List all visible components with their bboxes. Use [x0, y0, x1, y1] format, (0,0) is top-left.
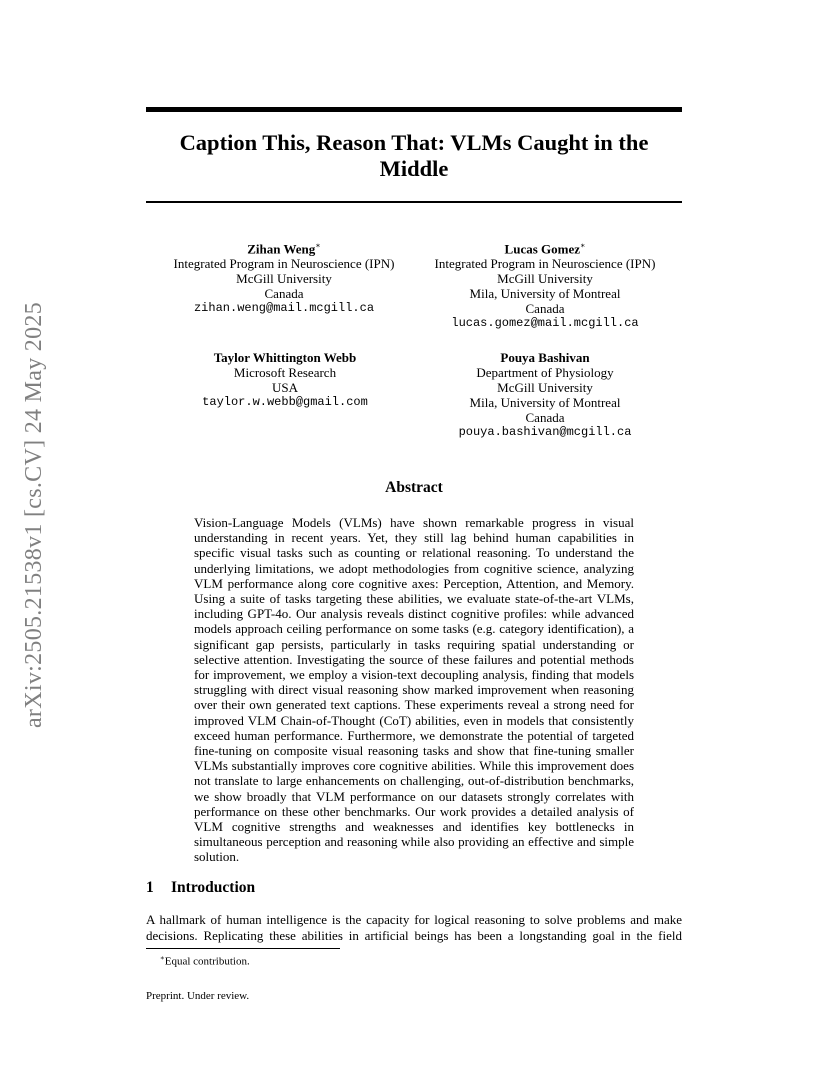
- author-email[interactable]: pouya.bashivan@mcgill.ca: [458, 425, 632, 439]
- author-affiliation: Canada: [525, 301, 565, 317]
- author-block: [160, 350, 410, 410]
- abstract-text: Vision-Language Models (VLMs) have shown remarkable progress in visual understanding in recent years. Yet, they still lag behind human capabilities in specific visual tasks such as counting or relational reasoning. To understand the underlying limitations, we adopt methodologies from cognitive science, analyzing VLM performance along core cognitive axes: Perception, Attention, and Memory. Using a suite of tasks targeting these abilities, we evaluate state-of-the-art VLMs, including GPT-4o. Our analysis reveals distinct cognitive profiles: while advanced models approach ceiling performance on some tasks (e.g. category identification), a significant gap persists, particularly in tasks requiring spatial understanding or selective attention. Investigating the source of these failures and potential methods for improvement, we employ a vision-text decoupling analysis, finding that models struggling with direct visual reasoning show marked improvement when reasoning over their own generated text captions. These experiments reveal a strong need for improved VLM Chain-of-Thought (CoT) abilities, even in models that consistently exceed human performance. Furthermore, we demonstrate the potential of targeted fine-tuning on composite visual reasoning tasks and show that fine-tuning smaller VLMs substantially improves core cognitive abilities. While this improvement does not translate to large enhancements on challenging, out-of-distribution benchmarks, we show broadly that VLM performance on our datasets strongly correlates with performance on these other benchmarks. Our work provides a detailed analysis of VLM cognitive strengths and weaknesses and identifies key bottlenecks in simultaneous perception and reasoning while also providing an effective and simple solution.: [194, 515, 634, 865]
- equal-contribution-marker: ∗: [315, 241, 321, 250]
- equal-contribution-marker: ∗: [580, 241, 586, 250]
- author-block: [150, 238, 418, 316]
- introduction-text: A hallmark of human intelligence is the capacity for logical reasoning to solve problems and make decisions. Replicating these abilities in artificial beings has been a longstanding goal in the field: [146, 912, 682, 943]
- author-affiliation: Canada: [264, 286, 304, 302]
- author-block: [410, 350, 680, 440]
- title-top-rule: [146, 107, 682, 112]
- author-affiliation: Integrated Program in Neuroscience (IPN): [434, 256, 656, 272]
- author-affiliation: McGill University: [497, 380, 593, 395]
- section-title: Introduction: [171, 879, 256, 896]
- author-name: Pouya Bashivan: [500, 350, 590, 365]
- author-affiliation: Microsoft Research: [233, 365, 337, 380]
- author-email[interactable]: zihan.weng@mail.mcgill.ca: [193, 301, 375, 316]
- section-number: 1: [146, 879, 154, 896]
- footnote-rule: [146, 948, 340, 949]
- author-affiliation: Canada: [525, 410, 565, 425]
- author-block: [410, 238, 680, 331]
- author-email[interactable]: taylor.w.webb@gmail.com: [202, 395, 368, 409]
- author-affiliation: McGill University: [497, 271, 593, 287]
- arxiv-identifier[interactable]: arXiv:2505.21538v1 [cs.CV] 24 May 2025: [21, 301, 47, 729]
- author-name: Lucas Gomez: [504, 241, 581, 257]
- author-affiliation: Mila, University of Montreal: [469, 395, 621, 410]
- author-affiliation: Integrated Program in Neuroscience (IPN): [173, 256, 395, 272]
- author-affiliation: Department of Physiology: [476, 365, 614, 380]
- footnote-marker: ∗: [160, 954, 165, 962]
- paper-title: Caption This, Reason That: VLMs Caught in the Middle: [179, 130, 649, 181]
- author-affiliation: Mila, University of Montreal: [469, 286, 621, 302]
- preprint-notice: Preprint. Under review.: [146, 990, 250, 1002]
- author-affiliation: McGill University: [236, 271, 332, 287]
- abstract-heading: Abstract: [385, 479, 443, 496]
- title-bottom-rule: [146, 201, 682, 203]
- author-name: Taylor Whittington Webb: [213, 350, 357, 365]
- author-name: Zihan Weng: [247, 241, 316, 257]
- section-heading-introduction: [146, 879, 255, 897]
- author-email[interactable]: lucas.gomez@mail.mcgill.ca: [451, 316, 639, 331]
- author-affiliation: USA: [271, 380, 298, 395]
- footnote: [160, 952, 250, 969]
- footnote-text: Equal contribution.: [164, 955, 250, 968]
